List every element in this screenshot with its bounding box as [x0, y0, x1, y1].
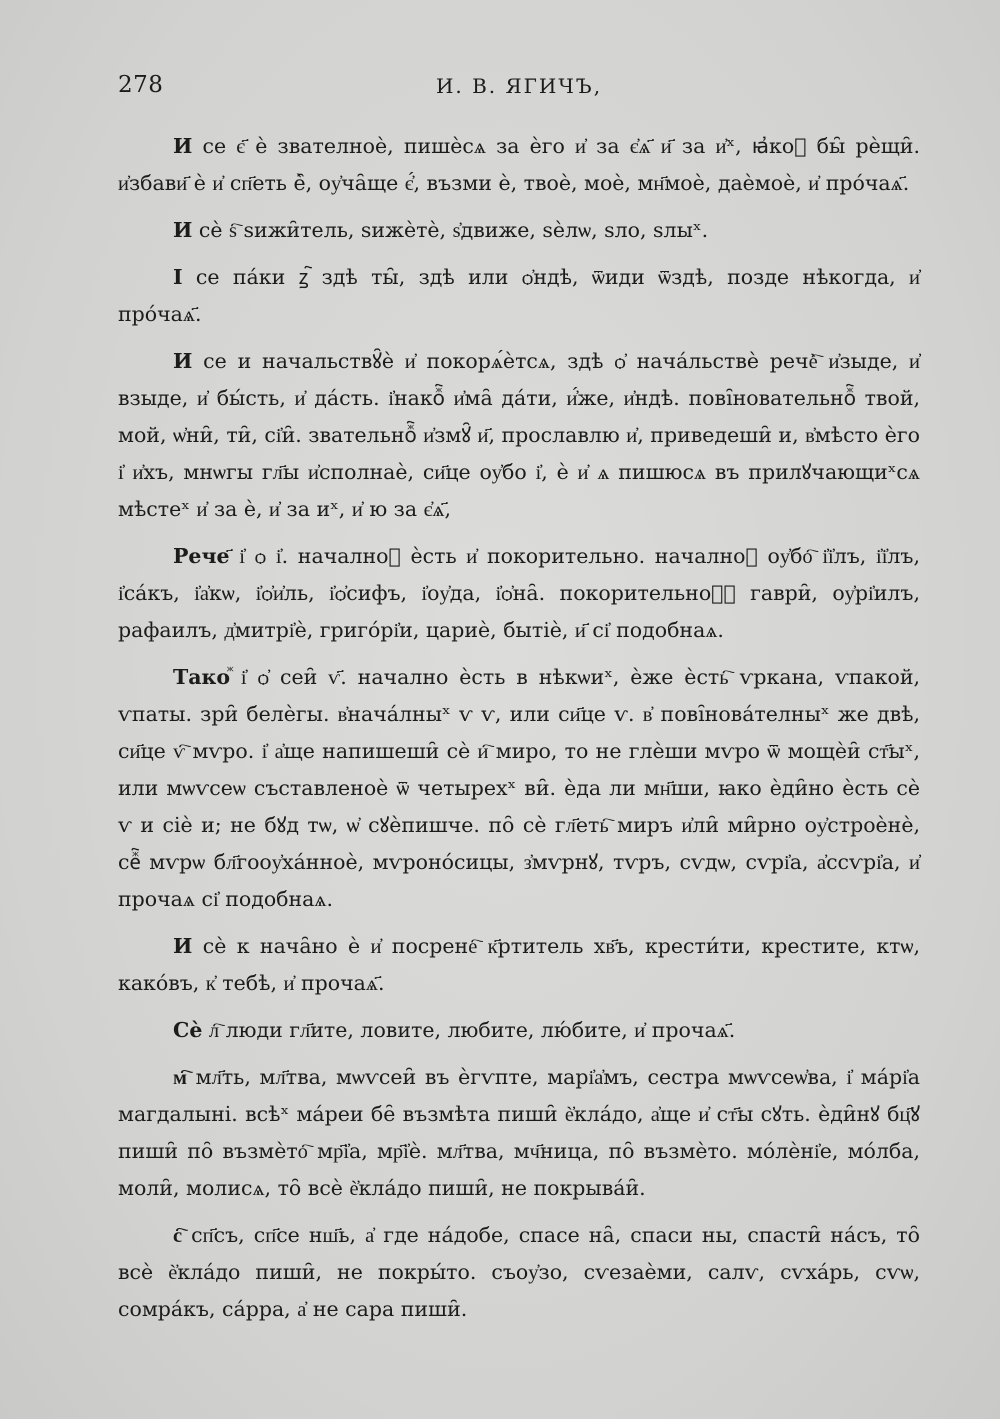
paragraph-lead: И	[173, 934, 193, 958]
page-header	[118, 72, 920, 106]
paragraph	[118, 1217, 920, 1328]
paragraph-text: сѐ к нача̑но ѐ и҆ посрене҇ к҃ртитель хв҃ъ, крести́ти, крестите, ктѡ, како́въ, к҆ тебѣ, и҆ прочаѧ҃.	[118, 934, 920, 995]
paragraph	[118, 1059, 920, 1207]
paragraph	[118, 538, 920, 649]
paragraph	[118, 1012, 920, 1049]
paragraph	[118, 212, 920, 249]
paragraph-text: мл҃ть, мл҃тва, мѡѵсеи̑ въ ѐгѵпте, марі҆а҆мъ, сестра мѡѵсеѡ҆ва, і҆ ма́рі҆а магдалыні. всѣˣ ма́реи бе̑ възмѣта пиши̑ ѐ҆кла́до, а҆ще и҆ ст҃ы сꙋть. ѐди̑нꙋ бц҃ꙋ пиши̑ по̑ възмѐто҇ мр҃і҆а, мр҃і҆ѐ. мл҃тва, мч҃ница, по̑ възмѐто. мо́лѐні҆е, мо́лба, моли̑, молисѧ, то̑ всѐ ѐ҆кла́до пиши̑, не покрыва́и̑.	[118, 1065, 920, 1200]
page-number: 278	[118, 72, 164, 98]
paragraph-lead: м҇	[173, 1065, 187, 1089]
paragraph-text: ⷤ і҆ ѻ҆ сеи̑ ѵ҃. начално ѐсть в нѣкѡиˣ, ѐже ѐсть҇ ѵркана, ѵпакой, ѵпаты. зри̑ белѐгы. в҆нача́лныˣ ѵ ѵ, или си҃це ѵ. в҆ пові̑нова́телныˣ же двѣ, си҃це ѵ҇ мѵро. і҆ а҆ще напишеши̑ сѐ и҇ миро, то не глѐши мѵро ѿ мощѐи̑ ст҃ыˣ, или мѡѵсеѡ съставленоѐ ѿ четырехˣ ви̑. ѐда ли мн҃ши, ꙗко ѐди̑но ѐсть сѐ ѵ и сіѐ и; не бꙋд тѡ, ѡ҆ сꙋѐпишче. по̑ сѐ гл҃еть҇ миръ и҆ли̑ ми̑рно оу҆строѐнѐ, сеⷤ҇ мѵрѡ бл҃гооу҆ха́нноѐ, мѵроно́сицы, з҆мѵрнꙋ, тѵръ, сѵдѡ, сѵрі҆а, а҆ссѵрі҆а, и҆ прочаѧ сі҆ подобнаѧ.	[118, 665, 920, 911]
paragraph-text: се и начальствꙋ̑ѐ и҆ покорѧ́ѐтсѧ, здѣ ѻ҆ нача́льствѐ речѐ҇ и҆зыде, и҆ взыде, и҆ бы́сть, и҆ да́сть. і҆накоⷤ҇ и҆ма̑ да́ти, и҆́же, и҆ндѣ. пові̑новательноⷤ҇ твой, мой, ѡ҆ни̑, ти̑, сі҆и̑. звательноⷤ҇ и҆змꙋ̑ и҃, прославлю и҆, приведеши̑ и, в҆мѣсто ѐго і҆ и҆хъ, мнѡгы гл҃ы и҆сполнаѐ, си҃це оу҆бо і҆, ѐ и҆ ѧ пишюсѧ въ прилꙋчающиˣсѧ мѣстеˣ и҆ за ѐ, и҆ за иˣ, и҆ ю за є҆ѧ҃,	[118, 349, 920, 521]
paragraph	[118, 259, 920, 333]
paragraph-text: се є҃ ѐ звателноѐ, пишѐсѧ за ѐго и҆ за є҆ѧ҃ и҃ за и҆ˣ, ꙗ҆коⷤ бы̑ рѐщи̑. и҆збави҃ ѐ и҆ сп҃еть ѐ̑, оу҆ча̑ще є҆́, възми ѐ, твоѐ, моѐ, мн҃моѐ, даѐмоѐ, и҆ про́чаѧ҃.	[118, 134, 920, 195]
running-head: И. В. ЯГИЧЪ,	[435, 74, 603, 98]
paragraph-lead: И	[173, 349, 193, 373]
paragraph-text: се па́ки ꙁ҇ здѣ ты̑, здѣ или ѻ҆ндѣ, ѿиди ѿздѣ, позде нѣкогда, и҆ про́чаѧ҃.	[118, 265, 920, 326]
paragraph-lead: с҇	[173, 1223, 183, 1247]
paragraph-lead: Сѐ	[173, 1018, 203, 1042]
paragraph-text: л҇ люди гл҃ите, ловите, любите, лю́бите, и҆ прочаѧ҃.	[202, 1018, 736, 1042]
page-body	[118, 128, 920, 1338]
paragraph-text: сѐ ѕ҇ ѕижи̑тель, ѕижѐтѐ, ѕ҆движе, ѕѐлѡ, ѕло, ѕлыˣ.	[192, 218, 709, 242]
paragraph-lead: И	[173, 218, 193, 242]
paragraph-lead: І	[173, 265, 183, 289]
paragraph	[118, 128, 920, 202]
paragraph	[118, 343, 920, 528]
paragraph-lead: Тако	[173, 665, 231, 689]
paragraph	[118, 659, 920, 918]
paragraph-text: сп҃съ, сп҃се нш҃ь, а҆ где на́добе, спасе на̑, спаси ны, спасти̑ на́съ, то̑ всѐ ѐ҆кла́до пиши̑, не покры́то. съоу҆зо, сѵезаѐми, салѵ, сѵха́рь, сѵѡ, сомра́къ, са́рра, а҆ не сара пиши̑.	[118, 1223, 920, 1321]
paragraph	[118, 928, 920, 1002]
paragraph-lead: Рече	[173, 544, 230, 568]
paragraph-lead: И	[173, 134, 193, 158]
paragraph-text: ҃ і҆ ѻ і҆. началноⷤ ѐсть и҆ покорительно. началноⷤ оу҆бо҇ і҆і҆лъ, і҆і҆лъ, і҆са́къ, і҆а҆кѡ, і҆ѻ҆и҆ль, і҆ѻ҆сифъ, і҆оу҆да, і҆ѻ҆на̑. покорительноⷤ҇ гаври̑, оу҆рі҆илъ, рафаилъ, д҆митрі҆ѐ, григо́рі҆и, цариѐ, бытіѐ, и҃ сі҆ подобнаѧ.	[118, 544, 920, 642]
